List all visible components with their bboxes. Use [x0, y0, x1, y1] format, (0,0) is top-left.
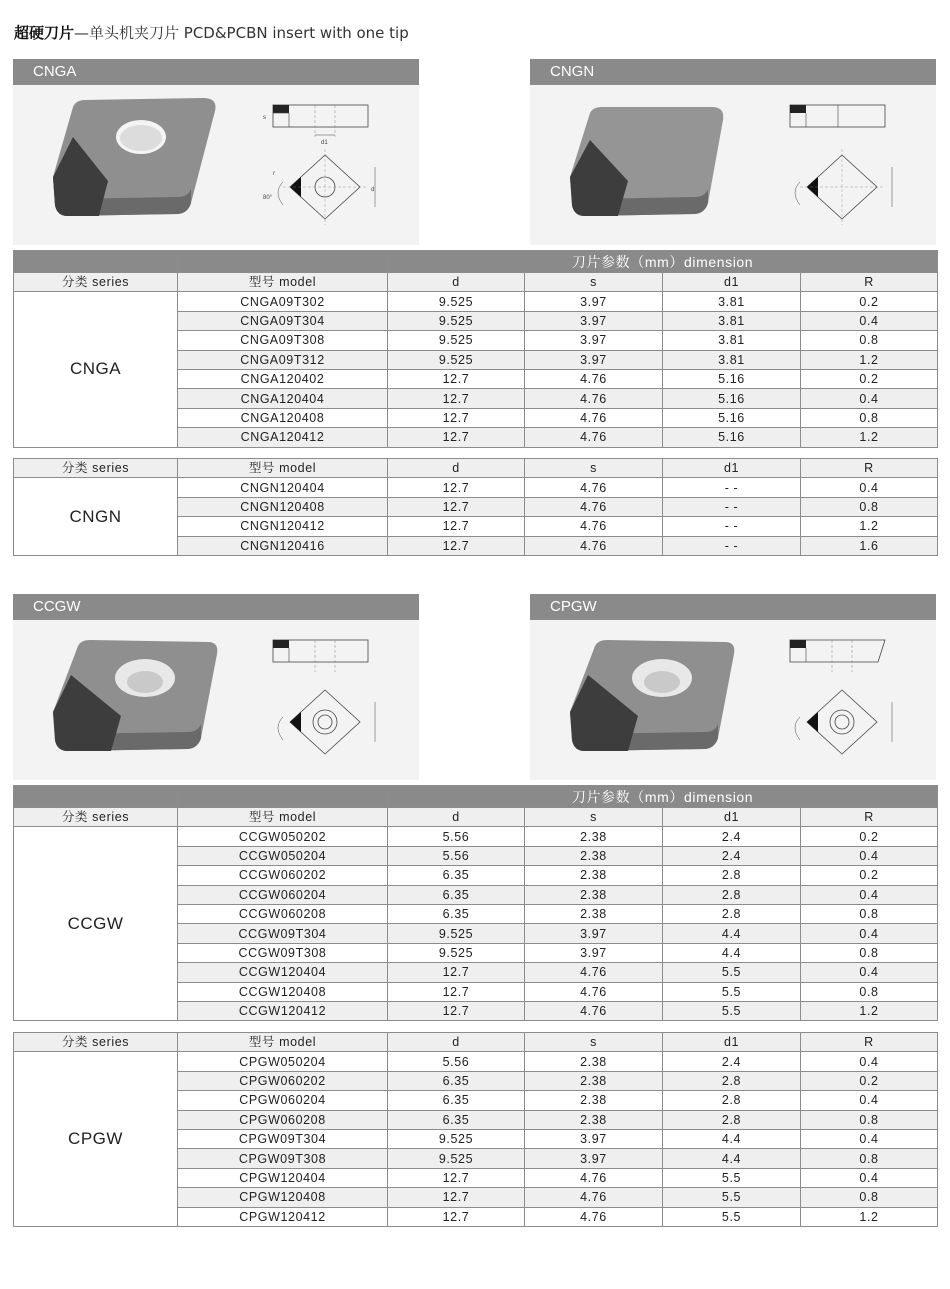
cngn-technical-drawing [760, 97, 900, 232]
ccgw-table [13, 785, 938, 1021]
cell-d1: 2.8 [663, 1071, 801, 1090]
cell-model: CNGA120412 [178, 428, 388, 447]
cell-d: 12.7 [388, 389, 525, 408]
series-name: CNGA [14, 292, 178, 447]
cell-d: 9.525 [388, 1149, 525, 1168]
cell-d1: 5.16 [663, 408, 801, 427]
table-row [14, 1052, 938, 1071]
cell-d: 6.35 [388, 1110, 525, 1129]
cell-d1: 5.5 [663, 1207, 801, 1226]
section-label-cpgw: CPGW [550, 598, 597, 615]
table-row [14, 478, 938, 497]
series-name: CPGW [14, 1052, 178, 1227]
page-title [14, 22, 409, 43]
col-r: R [801, 459, 938, 478]
dimension-header: 刀片参数（mm）dimension [388, 251, 938, 273]
cell-model: CCGW120412 [178, 1001, 388, 1020]
cell-r: 0.8 [801, 982, 938, 1001]
cell-r: 1.2 [801, 350, 938, 369]
cell-d: 6.35 [388, 1091, 525, 1110]
cell-r: 1.2 [801, 428, 938, 447]
cell-d1: - - [663, 478, 801, 497]
cell-d1: 4.4 [663, 1149, 801, 1168]
cell-r: 0.4 [801, 1168, 938, 1187]
cell-d: 5.56 [388, 1052, 525, 1071]
cell-d1: 2.8 [663, 904, 801, 923]
header-blank [178, 251, 388, 273]
cell-s: 4.76 [525, 536, 663, 555]
cell-model: CPGW060204 [178, 1091, 388, 1110]
cell-model: CCGW120404 [178, 963, 388, 982]
cell-r: 0.4 [801, 1091, 938, 1110]
cell-model: CPGW09T308 [178, 1149, 388, 1168]
cell-d: 9.525 [388, 943, 525, 962]
cell-d: 12.7 [388, 1207, 525, 1226]
cell-r: 0.8 [801, 943, 938, 962]
cell-s: 2.38 [525, 1091, 663, 1110]
cell-model: CNGA120404 [178, 389, 388, 408]
cell-s: 3.97 [525, 311, 663, 330]
section-label-ccgw: CCGW [33, 598, 81, 615]
cell-r: 0.2 [801, 866, 938, 885]
header-blank [178, 786, 388, 808]
cell-model: CCGW060202 [178, 866, 388, 885]
cell-d: 12.7 [388, 963, 525, 982]
series-name: CNGN [14, 478, 178, 556]
cell-model: CCGW09T304 [178, 924, 388, 943]
col-d1: d1 [663, 808, 801, 827]
cell-d1: 4.4 [663, 943, 801, 962]
cell-d: 12.7 [388, 517, 525, 536]
cell-model: CNGA09T304 [178, 311, 388, 330]
cell-s: 3.97 [525, 1149, 663, 1168]
cpgw-technical-drawing [760, 632, 900, 767]
cell-s: 4.76 [525, 428, 663, 447]
dimension-header: 刀片参数（mm）dimension [388, 786, 938, 808]
cell-d1: 2.8 [663, 866, 801, 885]
cell-d: 12.7 [388, 478, 525, 497]
cell-r: 0.4 [801, 846, 938, 865]
label-d: d [371, 187, 375, 193]
cell-d: 6.35 [388, 1071, 525, 1090]
series-name: CCGW [14, 827, 178, 1021]
cell-d: 9.525 [388, 311, 525, 330]
cell-r: 0.4 [801, 1129, 938, 1148]
cell-model: CNGN120412 [178, 517, 388, 536]
cell-d: 12.7 [388, 1001, 525, 1020]
col-d: d [388, 1033, 525, 1052]
cell-s: 4.76 [525, 1168, 663, 1187]
col-d1: d1 [663, 1033, 801, 1052]
col-series: 分类 series [14, 273, 178, 292]
cnga-table [13, 250, 938, 448]
cell-d1: 5.16 [663, 369, 801, 388]
col-series: 分类 series [14, 1033, 178, 1052]
cell-d: 9.525 [388, 924, 525, 943]
cngn-table [13, 458, 938, 556]
cell-s: 3.97 [525, 1129, 663, 1148]
cell-model: CPGW060208 [178, 1110, 388, 1129]
cell-d: 12.7 [388, 497, 525, 516]
cell-d1: 4.4 [663, 1129, 801, 1148]
cell-s: 2.38 [525, 1071, 663, 1090]
cell-model: CNGA09T312 [178, 350, 388, 369]
cell-model: CCGW060208 [178, 904, 388, 923]
cell-d: 9.525 [388, 292, 525, 311]
cell-model: CPGW060202 [178, 1071, 388, 1090]
cell-r: 0.4 [801, 1052, 938, 1071]
cell-r: 0.4 [801, 963, 938, 982]
col-model: 型号 model [178, 808, 388, 827]
cell-r: 0.8 [801, 1149, 938, 1168]
page-title-bold: 超硬刀片 [14, 24, 75, 42]
photo-panel-ccgw [13, 620, 419, 780]
cell-r: 0.4 [801, 478, 938, 497]
cell-r: 0.4 [801, 924, 938, 943]
cell-model: CPGW120412 [178, 1207, 388, 1226]
cell-r: 1.2 [801, 517, 938, 536]
cell-r: 0.8 [801, 904, 938, 923]
cell-d1: 5.5 [663, 1001, 801, 1020]
cell-model: CPGW050204 [178, 1052, 388, 1071]
cell-d1: 4.4 [663, 924, 801, 943]
cell-d: 12.7 [388, 369, 525, 388]
header-blank [14, 251, 178, 273]
cell-s: 4.76 [525, 963, 663, 982]
cell-r: 0.8 [801, 497, 938, 516]
cell-s: 2.38 [525, 1052, 663, 1071]
cell-model: CCGW120408 [178, 982, 388, 1001]
section-bar-ccgw [13, 594, 419, 620]
header-blank [14, 786, 178, 808]
cell-s: 2.38 [525, 904, 663, 923]
cell-model: CCGW050204 [178, 846, 388, 865]
cell-r: 0.4 [801, 885, 938, 904]
cell-r: 0.8 [801, 408, 938, 427]
cell-model: CNGN120404 [178, 478, 388, 497]
cell-d1: 3.81 [663, 331, 801, 350]
section-bar-cnga [13, 59, 419, 85]
cell-s: 4.76 [525, 408, 663, 427]
cell-s: 2.38 [525, 866, 663, 885]
col-model: 型号 model [178, 459, 388, 478]
col-d: d [388, 808, 525, 827]
page-title-rest: —单头机夹刀片 PCD&PCBN insert with one tip [74, 24, 409, 42]
cell-s: 4.76 [525, 389, 663, 408]
cell-d1: - - [663, 517, 801, 536]
cell-d1: 2.8 [663, 1110, 801, 1129]
cell-d1: 5.5 [663, 1188, 801, 1207]
col-series: 分类 series [14, 808, 178, 827]
section-bar-cpgw [530, 594, 936, 620]
cell-model: CNGN120408 [178, 497, 388, 516]
cell-d: 12.7 [388, 1168, 525, 1187]
table-row [14, 292, 938, 311]
cell-r: 0.4 [801, 311, 938, 330]
cell-r: 0.2 [801, 1071, 938, 1090]
col-d: d [388, 273, 525, 292]
cell-d: 6.35 [388, 904, 525, 923]
cell-d1: 2.8 [663, 1091, 801, 1110]
cell-d: 12.7 [388, 428, 525, 447]
col-r: R [801, 1033, 938, 1052]
cell-r: 1.6 [801, 536, 938, 555]
cell-r: 0.8 [801, 331, 938, 350]
cell-s: 4.76 [525, 1207, 663, 1226]
label-r: r [273, 171, 275, 177]
cell-model: CNGA120402 [178, 369, 388, 388]
cell-d: 6.35 [388, 866, 525, 885]
cell-s: 4.76 [525, 369, 663, 388]
cell-r: 1.2 [801, 1001, 938, 1020]
cell-s: 4.76 [525, 497, 663, 516]
cell-d1: - - [663, 536, 801, 555]
cell-s: 4.76 [525, 982, 663, 1001]
section-bar-cngn [530, 59, 936, 85]
photo-panel-cngn [530, 85, 936, 245]
cell-d: 12.7 [388, 408, 525, 427]
cell-d1: 5.16 [663, 389, 801, 408]
photo-panel-cnga [13, 85, 419, 245]
cell-model: CPGW09T304 [178, 1129, 388, 1148]
cell-model: CCGW050202 [178, 827, 388, 846]
label-80deg: 80° [263, 195, 273, 201]
cell-d: 12.7 [388, 982, 525, 1001]
cell-s: 3.97 [525, 292, 663, 311]
section-label-cngn: CNGN [550, 63, 595, 80]
ccgw-technical-drawing [243, 632, 383, 767]
col-r: R [801, 273, 938, 292]
cell-d1: 5.5 [663, 963, 801, 982]
cpgw-table [13, 1032, 938, 1227]
photo-panel-cpgw [530, 620, 936, 780]
cell-model: CPGW120408 [178, 1188, 388, 1207]
col-s: s [525, 808, 663, 827]
cell-r: 1.2 [801, 1207, 938, 1226]
cell-d: 5.56 [388, 846, 525, 865]
cell-d1: 2.4 [663, 827, 801, 846]
cell-d: 12.7 [388, 536, 525, 555]
cell-r: 0.8 [801, 1110, 938, 1129]
cell-d: 9.525 [388, 1129, 525, 1148]
cell-s: 2.38 [525, 1110, 663, 1129]
cell-s: 3.97 [525, 943, 663, 962]
col-s: s [525, 1033, 663, 1052]
cell-model: CNGN120416 [178, 536, 388, 555]
table-row [14, 827, 938, 846]
cell-d: 9.525 [388, 331, 525, 350]
label-s: s [263, 115, 266, 121]
col-model: 型号 model [178, 1033, 388, 1052]
cell-model: CCGW09T308 [178, 943, 388, 962]
col-r: R [801, 808, 938, 827]
label-d1: d1 [321, 140, 328, 146]
col-d1: d1 [663, 273, 801, 292]
cell-r: 0.8 [801, 1188, 938, 1207]
cell-r: 0.2 [801, 292, 938, 311]
cell-s: 4.76 [525, 478, 663, 497]
cell-model: CNGA120408 [178, 408, 388, 427]
cell-s: 4.76 [525, 517, 663, 536]
cell-d1: 2.8 [663, 885, 801, 904]
cell-d1: 2.4 [663, 846, 801, 865]
cell-model: CNGA09T308 [178, 331, 388, 350]
cell-s: 3.97 [525, 331, 663, 350]
col-model: 型号 model [178, 273, 388, 292]
cell-d1: 3.81 [663, 292, 801, 311]
cell-model: CCGW060204 [178, 885, 388, 904]
cell-r: 0.2 [801, 827, 938, 846]
section-label-cnga: CNGA [33, 63, 77, 80]
col-d1: d1 [663, 459, 801, 478]
cell-d1: 2.4 [663, 1052, 801, 1071]
cell-d: 6.35 [388, 885, 525, 904]
col-d: d [388, 459, 525, 478]
cell-d1: 5.16 [663, 428, 801, 447]
cell-s: 4.76 [525, 1001, 663, 1020]
cell-s: 4.76 [525, 1188, 663, 1207]
cell-model: CPGW120404 [178, 1168, 388, 1187]
cell-r: 0.4 [801, 389, 938, 408]
cell-d: 5.56 [388, 827, 525, 846]
cell-d: 9.525 [388, 350, 525, 369]
col-s: s [525, 273, 663, 292]
cell-d1: 3.81 [663, 350, 801, 369]
cell-d1: 5.5 [663, 982, 801, 1001]
cell-d1: 3.81 [663, 311, 801, 330]
cell-model: CNGA09T302 [178, 292, 388, 311]
cell-d1: - - [663, 497, 801, 516]
cell-s: 3.97 [525, 350, 663, 369]
cell-d1: 5.5 [663, 1168, 801, 1187]
cell-s: 3.97 [525, 924, 663, 943]
col-s: s [525, 459, 663, 478]
cell-d: 12.7 [388, 1188, 525, 1207]
cell-s: 2.38 [525, 827, 663, 846]
cell-r: 0.2 [801, 369, 938, 388]
col-series: 分类 series [14, 459, 178, 478]
cell-s: 2.38 [525, 885, 663, 904]
cell-s: 2.38 [525, 846, 663, 865]
cnga-technical-drawing [243, 97, 383, 232]
